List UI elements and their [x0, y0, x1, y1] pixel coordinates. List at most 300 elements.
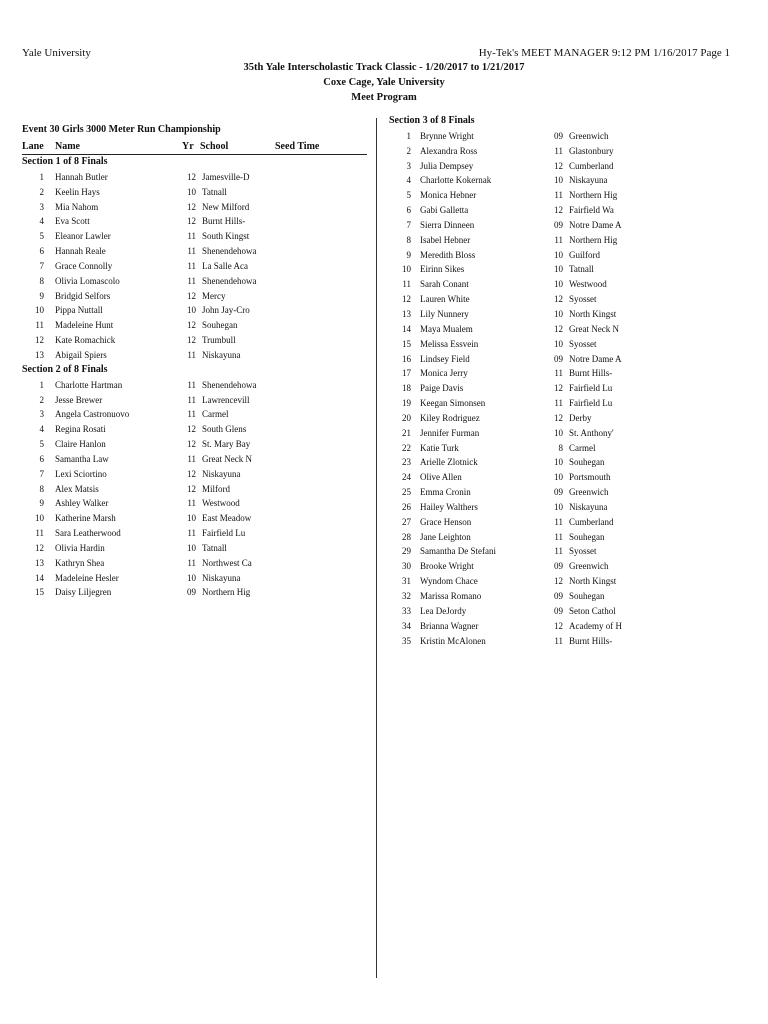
athlete-name: Keegan Simonsen [420, 398, 486, 409]
col-header-school: School [200, 141, 229, 152]
lane-number: 16 [402, 353, 411, 364]
entry-row [389, 544, 749, 559]
athlete-name: Isabel Hebner [420, 234, 471, 245]
entry-row [22, 303, 367, 318]
school-name: Great Neck N [202, 453, 252, 464]
athlete-name: Alexandra Ross [420, 145, 478, 156]
athlete-name: Katie Turk [420, 442, 459, 453]
athlete-name: Charlotte Hartman [55, 379, 123, 390]
school-name: Westwood [202, 498, 240, 509]
entry-row [389, 337, 749, 352]
athlete-name: Eirinn Sikes [420, 264, 465, 275]
entry-row [389, 574, 749, 589]
athlete-year: 10 [187, 305, 196, 316]
entry-row [22, 511, 367, 526]
entry-row [22, 482, 367, 497]
athlete-year: 09 [554, 487, 563, 498]
right-column [389, 114, 749, 648]
school-name: Niskayuna [569, 175, 608, 186]
event-title: Event 30 Girls 3000 Meter Run Championship [22, 124, 221, 135]
school-name: Niskayuna [569, 501, 608, 512]
athlete-year: 10 [554, 308, 563, 319]
athlete-year: 10 [187, 542, 196, 553]
lane-number: 15 [402, 338, 411, 349]
athlete-year: 12 [187, 424, 196, 435]
entry-row [22, 571, 367, 586]
athlete-year: 8 [558, 442, 563, 453]
lane-number: 14 [402, 323, 411, 334]
col-header-lane: Lane [22, 141, 44, 152]
athlete-year: 11 [554, 516, 563, 527]
athlete-year: 12 [554, 412, 563, 423]
school-name: Syosset [569, 294, 597, 305]
athlete-year: 11 [187, 349, 196, 360]
entry-row [22, 318, 367, 333]
lane-number: 9 [39, 290, 44, 301]
athlete-year: 11 [554, 190, 563, 201]
athlete-year: 12 [187, 439, 196, 450]
school-name: St. Mary Bay [202, 439, 251, 450]
col-header-name: Name [55, 141, 80, 152]
athlete-name: Wyndom Chace [420, 576, 478, 587]
athlete-name: Keelin Hays [55, 186, 100, 197]
lane-number: 2 [406, 145, 411, 156]
athlete-name: Maya Mualem [420, 323, 473, 334]
athlete-year: 12 [554, 205, 563, 216]
entry-row [389, 441, 749, 456]
school-name: Shenendehowa [202, 379, 257, 390]
athlete-name: Lea DeJordy [420, 605, 467, 616]
school-name: Shenendehowa [202, 275, 257, 286]
lane-number: 23 [402, 457, 411, 468]
athlete-name: Kristin McAlonen [420, 635, 486, 646]
lane-number: 12 [35, 542, 44, 553]
entry-row [389, 307, 749, 322]
athlete-name: Arielle Zlotnick [420, 457, 478, 468]
athlete-year: 11 [187, 379, 196, 390]
athlete-name: Ashley Walker [55, 498, 109, 509]
lane-number: 1 [39, 379, 44, 390]
athlete-year: 10 [554, 457, 563, 468]
athlete-year: 10 [187, 186, 196, 197]
lane-number: 2 [39, 394, 44, 405]
lane-number: 29 [402, 546, 411, 557]
lane-number: 5 [39, 439, 44, 450]
athlete-name: Sara Leatherwood [55, 528, 121, 539]
school-name: Shenendehowa [202, 246, 257, 257]
athlete-name: Eleanor Lawler [55, 231, 111, 242]
lane-number: 22 [402, 442, 411, 453]
school-name: New Milford [202, 201, 250, 212]
entry-row [389, 218, 749, 233]
athlete-year: 12 [187, 320, 196, 331]
lane-number: 5 [406, 190, 411, 201]
school-name: Souhegan [569, 531, 605, 542]
athlete-year: 09 [554, 591, 563, 601]
school-name: Greenwich [569, 487, 609, 498]
school-name: Carmel [202, 409, 229, 420]
school-name: North Kingst [569, 308, 617, 319]
athlete-year: 09 [187, 587, 196, 598]
athlete-name: Brynne Wright [420, 130, 474, 141]
school-name: Tatnall [202, 186, 227, 197]
lane-number: 7 [39, 260, 44, 271]
athlete-year: 09 [554, 605, 563, 616]
school-name: Northern Hig [202, 587, 251, 598]
column-divider [376, 118, 377, 978]
athlete-year: 12 [554, 294, 563, 305]
athlete-name: Alex Matsis [55, 483, 99, 494]
school-name: Burnt Hills- [202, 216, 246, 227]
lane-number: 28 [402, 531, 411, 542]
athlete-name: Samantha De Stefani [420, 546, 496, 557]
athlete-name: Sarah Conant [420, 279, 469, 290]
athlete-name: Kathryn Shea [55, 557, 105, 568]
lane-number: 17 [402, 368, 411, 379]
athlete-year: 11 [554, 398, 563, 409]
athlete-year: 11 [187, 409, 196, 420]
school-name: Burnt Hills- [569, 635, 613, 646]
school-name: Derby [569, 412, 592, 423]
athlete-year: 12 [187, 171, 196, 182]
athlete-name: Lindsey Field [420, 353, 470, 364]
lane-number: 1 [39, 171, 44, 182]
athlete-year: 11 [554, 145, 563, 156]
athlete-year: 12 [554, 576, 563, 587]
lane-number: 18 [402, 383, 411, 394]
athlete-name: Paige Davis [420, 383, 464, 394]
entry-row [389, 173, 749, 188]
lane-number: 31 [402, 576, 411, 587]
athlete-year: 10 [554, 472, 563, 483]
entry-row [389, 500, 749, 515]
entry-row [22, 467, 367, 482]
athlete-name: Madeleine Hesler [55, 572, 119, 583]
athlete-year: 10 [554, 279, 563, 290]
school-name: Northern Hig [569, 234, 618, 245]
lane-number: 32 [402, 591, 411, 601]
entry-row [389, 262, 749, 277]
entry-row [389, 129, 749, 144]
athlete-name: Olivia Hardin [55, 542, 105, 553]
athlete-name: Sierra Dinneen [420, 219, 475, 230]
athlete-name: Bridgid Selfors [55, 290, 111, 301]
lane-number: 2 [39, 186, 44, 197]
school-name: Cumberland [569, 516, 614, 527]
entry-row [389, 292, 749, 307]
meet-program-label: Meet Program [351, 92, 417, 103]
athlete-year: 12 [554, 160, 563, 171]
section-heading: Section 2 of 8 Finals [22, 363, 108, 375]
athlete-name: Kiley Rodriguez [420, 412, 480, 423]
athlete-name: Marissa Romano [420, 591, 482, 601]
athlete-name: Pippa Nuttall [55, 305, 103, 316]
athlete-name: Melissa Essvein [420, 338, 479, 349]
lane-number: 1 [406, 130, 411, 141]
school-name: Trumbull [202, 335, 236, 346]
col-header-seed: Seed Time [275, 141, 320, 152]
lane-number: 4 [39, 216, 44, 227]
lane-number: 7 [39, 468, 44, 479]
lane-number: 9 [406, 249, 411, 260]
athlete-name: Meredith Bloss [420, 249, 476, 260]
school-name: Seton Cathol [569, 605, 616, 616]
section-heading: Section 3 of 8 Finals [389, 115, 475, 126]
school-name: South Kingst [202, 231, 250, 242]
meet-manager-stamp: Hy-Tek's MEET MANAGER 9:12 PM 1/16/2017 Page 1 [478, 47, 730, 59]
entry-row [389, 248, 749, 263]
entry-row [22, 437, 367, 452]
section-1-rows [22, 170, 367, 363]
school-name: Greenwich [569, 130, 609, 141]
athlete-year: 12 [187, 290, 196, 301]
lane-number: 5 [39, 231, 44, 242]
lane-number: 26 [402, 501, 411, 512]
school-name: Mercy [202, 290, 226, 301]
entry-row [22, 244, 367, 259]
athlete-year: 11 [187, 557, 196, 568]
lane-number: 11 [402, 279, 411, 290]
school-name: North Kingst [569, 576, 617, 587]
lane-number: 7 [406, 219, 411, 230]
entry-row [22, 452, 367, 467]
entry-row [22, 170, 367, 185]
entry-row [389, 233, 749, 248]
athlete-name: Lexi Sciortino [55, 468, 107, 479]
school-name: Greenwich [569, 561, 609, 572]
section-2-rows [22, 378, 367, 601]
athlete-year: 11 [554, 531, 563, 542]
athlete-year: 12 [187, 468, 196, 479]
lane-number: 19 [402, 398, 411, 409]
entry-row [22, 348, 367, 363]
entry-row [22, 185, 367, 200]
entry-row [389, 604, 749, 619]
org-name: Yale University [22, 47, 91, 59]
entry-row [389, 589, 749, 604]
athlete-year: 11 [187, 260, 196, 271]
athlete-year: 10 [554, 338, 563, 349]
lane-number: 30 [402, 561, 411, 572]
athlete-name: Monica Hebner [420, 190, 477, 201]
entry-row [389, 277, 749, 292]
col-header-yr: Yr [182, 141, 194, 152]
lane-number: 13 [35, 349, 44, 360]
entry-row [22, 496, 367, 511]
entry-row [389, 144, 749, 159]
athlete-name: Hailey Walthers [420, 501, 478, 512]
athlete-name: Lily Nunnery [420, 308, 469, 319]
school-name: Fairfield Lu [202, 528, 246, 539]
athlete-year: 12 [187, 483, 196, 494]
athlete-year: 09 [554, 561, 563, 572]
entry-row [22, 259, 367, 274]
entry-row [389, 634, 749, 649]
lane-number: 14 [35, 572, 44, 583]
school-name: Syosset [569, 546, 597, 557]
school-name: John Jay-Cro [202, 305, 250, 316]
entry-row [22, 407, 367, 422]
lane-number: 4 [39, 424, 44, 435]
entry-row [389, 188, 749, 203]
athlete-name: Angela Castronuovo [55, 409, 130, 420]
athlete-name: Gabi Galletta [420, 205, 469, 216]
entry-row [389, 159, 749, 174]
athlete-name: Madeleine Hunt [55, 320, 114, 331]
school-name: Burnt Hills- [569, 368, 613, 379]
left-column [22, 155, 367, 600]
lane-number: 6 [39, 453, 44, 464]
athlete-year: 11 [554, 368, 563, 379]
lane-number: 11 [35, 528, 44, 539]
entry-row [22, 274, 367, 289]
lane-number: 10 [402, 264, 411, 275]
athlete-name: Jesse Brewer [55, 394, 103, 405]
athlete-name: Julia Dempsey [420, 160, 474, 171]
school-name: Lawrencevill [202, 394, 250, 405]
athlete-name: Kate Romachick [55, 335, 116, 346]
athlete-name: Regina Rosati [55, 424, 106, 435]
lane-number: 3 [39, 409, 44, 420]
athlete-year: 10 [187, 513, 196, 524]
lane-number: 9 [39, 498, 44, 509]
school-name: Westwood [569, 279, 607, 290]
entry-row [22, 200, 367, 215]
school-name: Portsmouth [569, 472, 611, 483]
lane-number: 12 [402, 294, 411, 305]
athlete-name: Hannah Reale [55, 246, 106, 257]
school-name: Niskayuna [202, 349, 241, 360]
athlete-name: Lauren White [420, 294, 470, 305]
entry-row [389, 455, 749, 470]
lane-number: 11 [35, 320, 44, 331]
school-name: Milford [202, 483, 230, 494]
athlete-year: 09 [554, 130, 563, 141]
school-name: Souhegan [569, 591, 605, 601]
school-name: Souhegan [569, 457, 605, 468]
athlete-name: Grace Henson [420, 516, 472, 527]
entry-row [22, 585, 367, 600]
entry-row [389, 515, 749, 530]
entry-row [389, 322, 749, 337]
section-3-rows [389, 129, 749, 649]
athlete-year: 11 [187, 498, 196, 509]
athlete-year: 11 [187, 528, 196, 539]
lane-number: 8 [39, 483, 44, 494]
school-name: St. Anthony' [569, 427, 614, 438]
entry-row [22, 422, 367, 437]
athlete-year: 11 [187, 246, 196, 257]
school-name: Jamesville-D [202, 171, 250, 182]
school-name: Tatnall [569, 264, 594, 275]
athlete-year: 10 [554, 175, 563, 186]
entry-row [22, 393, 367, 408]
entry-row [22, 229, 367, 244]
lane-number: 3 [406, 160, 411, 171]
entry-row [389, 352, 749, 367]
entry-row [389, 559, 749, 574]
athlete-year: 09 [554, 353, 563, 364]
lane-number: 12 [35, 335, 44, 346]
athlete-name: Olive Allen [420, 472, 462, 483]
school-name: Northwest Ca [202, 557, 252, 568]
athlete-name: Jane Leighton [420, 531, 471, 542]
entry-row [389, 426, 749, 441]
athlete-year: 09 [554, 219, 563, 230]
athlete-name: Jennifer Furman [420, 427, 480, 438]
entry-row [22, 378, 367, 393]
athlete-year: 12 [187, 201, 196, 212]
school-name: Syosset [569, 338, 597, 349]
lane-number: 6 [39, 246, 44, 257]
school-name: Fairfield Wa [569, 205, 614, 216]
athlete-year: 12 [554, 383, 563, 394]
athlete-year: 12 [187, 335, 196, 346]
lane-number: 10 [35, 305, 44, 316]
athlete-year: 12 [554, 620, 563, 631]
school-name: Cumberland [569, 160, 614, 171]
athlete-name: Daisy Liljegren [55, 587, 112, 598]
school-name: Academy of H [569, 620, 622, 631]
entry-row [389, 381, 749, 396]
athlete-name: Grace Connolly [55, 260, 113, 271]
entry-row [22, 214, 367, 229]
lane-number: 3 [39, 201, 44, 212]
school-name: South Glens [202, 424, 247, 435]
entry-row [389, 203, 749, 218]
athlete-year: 10 [554, 501, 563, 512]
athlete-year: 11 [187, 275, 196, 286]
lane-number: 21 [402, 427, 411, 438]
lane-number: 10 [35, 513, 44, 524]
school-name: Souhegan [202, 320, 238, 331]
section-heading: Section 1 of 8 Finals [22, 156, 108, 167]
school-name: Niskayuna [202, 468, 241, 479]
school-name: East Meadow [202, 513, 252, 524]
lane-number: 4 [406, 175, 411, 186]
entry-row [389, 530, 749, 545]
athlete-name: Brianna Wagner [420, 620, 479, 631]
school-name: La Salle Aca [202, 260, 248, 271]
athlete-name: Mia Nahom [55, 201, 99, 212]
athlete-year: 12 [554, 323, 563, 334]
lane-number: 34 [402, 620, 411, 631]
athlete-name: Charlotte Kokernak [420, 175, 492, 186]
lane-number: 33 [402, 605, 411, 616]
athlete-name: Katherine Marsh [55, 513, 116, 524]
athlete-year: 11 [187, 394, 196, 405]
school-name: Glastonbury [569, 145, 614, 156]
entry-row [22, 556, 367, 571]
lane-number: 13 [35, 557, 44, 568]
school-name: Notre Dame A [569, 353, 622, 364]
athlete-name: Claire Hanlon [55, 439, 106, 450]
school-name: Carmel [569, 442, 596, 453]
athlete-name: Eva Scott [55, 216, 90, 227]
school-name: Fairfield Lu [569, 398, 613, 409]
athlete-year: 11 [187, 453, 196, 464]
lane-number: 15 [35, 587, 44, 598]
athlete-year: 12 [187, 216, 196, 227]
athlete-name: Olivia Lomascolo [55, 275, 120, 286]
entry-row [389, 396, 749, 411]
athlete-name: Monica Jerry [420, 368, 468, 379]
meet-title: 35th Yale Interscholastic Track Classic - 1/20/2017 to 1/21/2017 [243, 62, 525, 73]
entry-row [22, 333, 367, 348]
school-name: Niskayuna [202, 572, 241, 583]
lane-number: 13 [402, 308, 411, 319]
athlete-name: Hannah Butler [55, 171, 108, 182]
